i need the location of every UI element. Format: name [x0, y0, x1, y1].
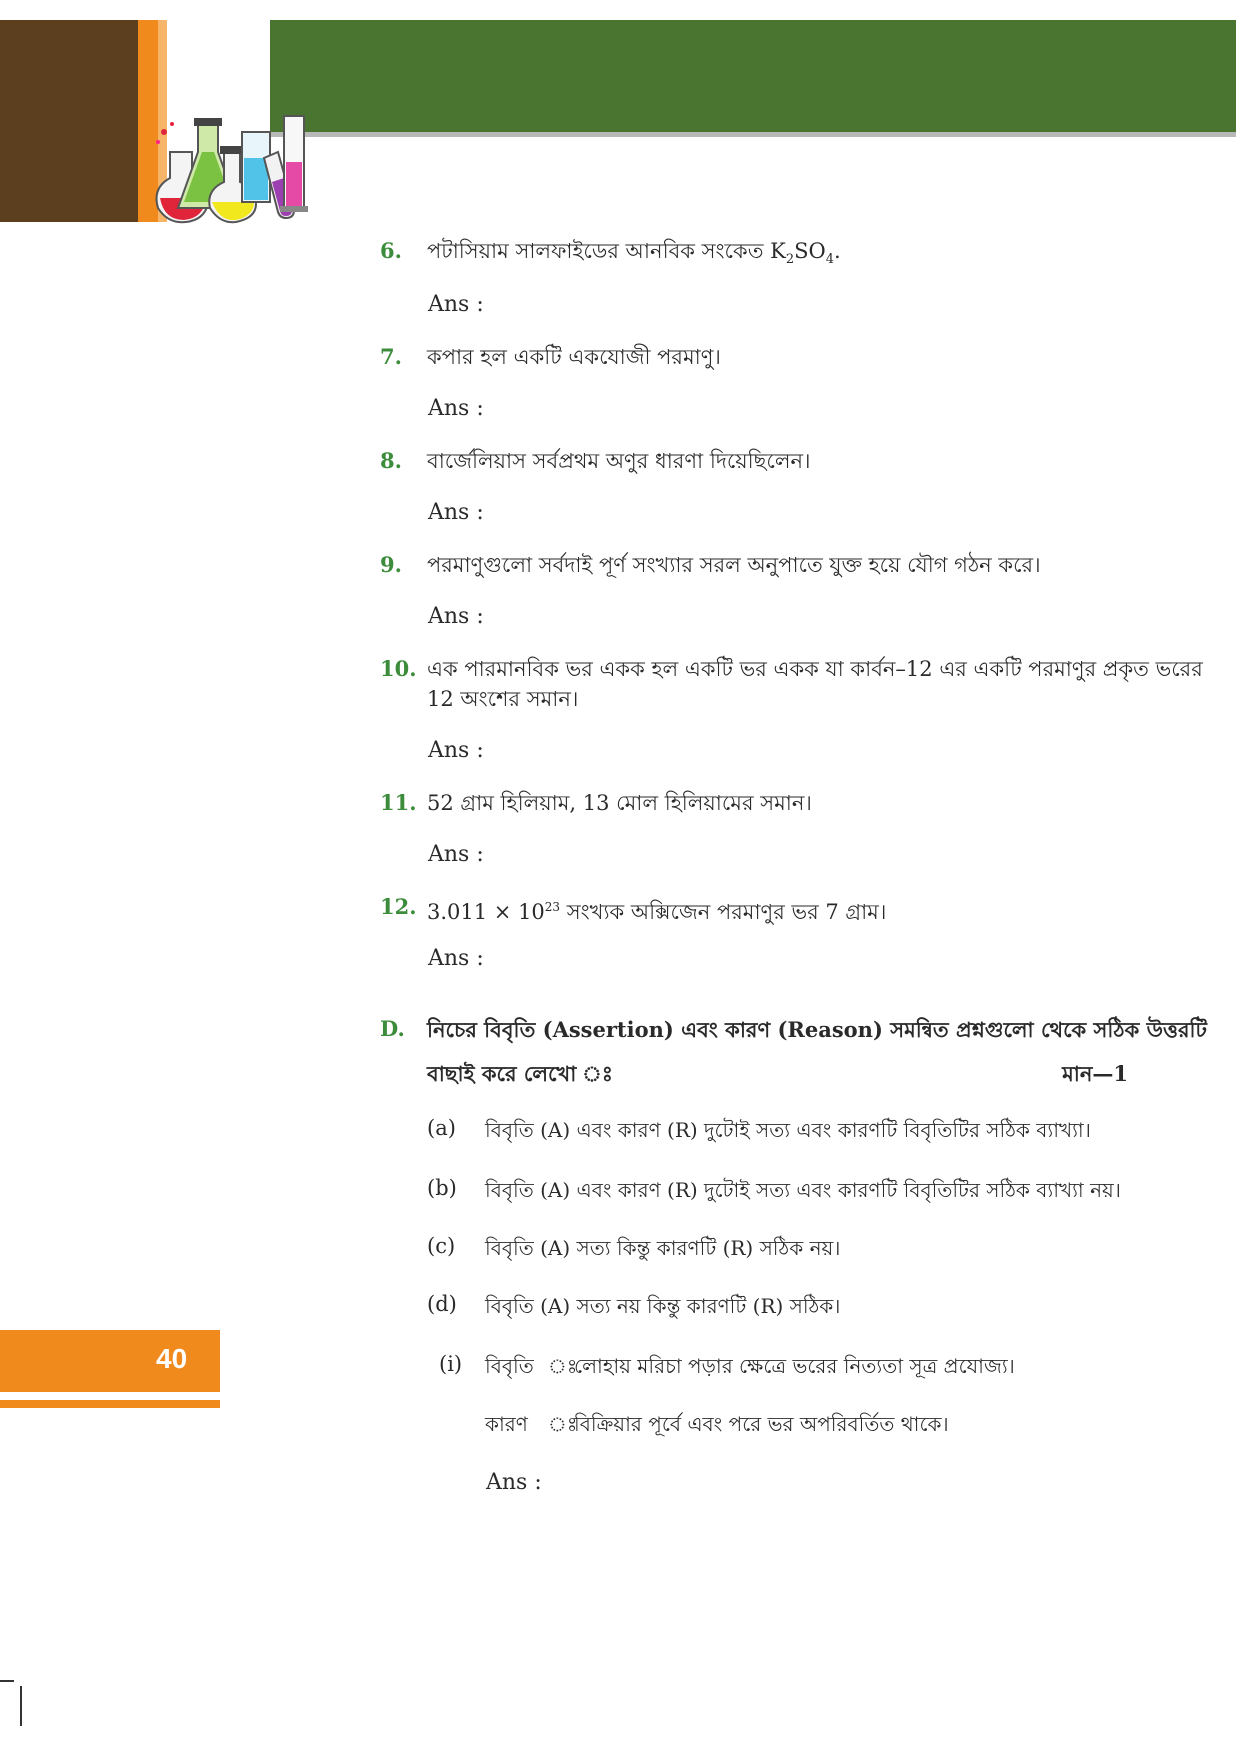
reason-text: বিক্রিয়ার পূর্বে এবং পরে ভর অপরিবর্তিত থাকে।	[574, 1412, 949, 1436]
subscript: 2	[785, 252, 795, 268]
question-text: 52 গ্রাম হিলিয়াম, 13 মোল হিলিয়ামের সমান।	[427, 791, 812, 815]
question-text-part: .	[833, 239, 841, 263]
header-green-banner	[270, 20, 1236, 132]
statement-text: লোহায় মরিচা পড়ার ক্ষেত্রে ভরের নিত্যতা সূত্র প্রযোজ্য।	[574, 1354, 1015, 1378]
section-letter: D.	[380, 1016, 405, 1041]
option-text: বিবৃতি (A) এবং কারণ (R) দুটোই সত্য এবং কারণটি বিবৃতিটির সঠিক ব্যাখ্যা।	[485, 1118, 1091, 1142]
option-text: বিবৃতি (A) এবং কারণ (R) দুটোই সত্য এবং কারণটি বিবৃতিটির সঠিক ব্যাখ্যা নয়।	[485, 1178, 1121, 1202]
marks-label: মান—1	[1062, 1061, 1128, 1086]
header-brown-band	[0, 20, 138, 222]
question-text	[427, 892, 886, 927]
question-text: বার্জেলিয়াস সর্বপ্রথম অণুর ধারণা দিয়েছিলেন।	[427, 449, 811, 473]
section-heading-line2: বাছাই করে লেখো ঃ	[427, 1061, 613, 1086]
separator: ঃ	[548, 1412, 578, 1436]
crop-mark	[20, 1686, 22, 1726]
subscript: 4	[825, 252, 834, 268]
separator: ঃ	[548, 1354, 578, 1378]
item-label: (i)	[439, 1352, 463, 1376]
question-text: এক পারমানবিক ভর একক হল একটি ভর একক যা কার্বন–12 এর একটি পরমাণুর প্রকৃত ভরের	[427, 657, 1203, 681]
header-banner-shadow	[270, 132, 1236, 137]
question-number: 10.	[380, 656, 417, 681]
lab-glassware-icon	[150, 112, 310, 224]
question-text: পরমাণুগুলো সর্বদাই পূর্ণ সংখ্যার সরল অনুপাতে যুক্ত হয়ে যৌগ গঠন করে।	[427, 553, 1041, 577]
question-number: 12.	[380, 894, 417, 919]
question-text-part: পটাসিয়াম সালফাইডের আনবিক সংকেত K	[427, 239, 786, 263]
question-number: 8.	[380, 448, 402, 473]
section-heading: নিচের বিবৃতি (Assertion) এবং কারণ (Reason) সমন্বিত প্রশ্নগুলো থেকে সঠিক উত্তরটি	[427, 1017, 1207, 1042]
question-text-line2: 12 অংশের সমান।	[427, 687, 579, 711]
question-text: কপার হল একটি একযোজী পরমাণু।	[427, 345, 721, 369]
page-number-underline	[0, 1400, 220, 1408]
question-text-part: 3.011 × 10	[427, 900, 545, 924]
question-number: 6.	[380, 238, 402, 263]
option-text: বিবৃতি (A) সত্য নয় কিন্তু কারণটি (R) সঠিক।	[485, 1294, 841, 1318]
crop-mark	[0, 1680, 14, 1682]
option-label: (c)	[427, 1234, 456, 1258]
statement-label: বিবৃতি	[485, 1354, 534, 1378]
question-text	[427, 236, 841, 275]
option-text: বিবৃতি (A) সত্য কিন্তু কারণটি (R) সঠিক নয়।	[485, 1236, 841, 1260]
question-number: 9.	[380, 552, 402, 577]
reason-label: কারণ	[485, 1412, 528, 1436]
option-label: (a)	[427, 1116, 456, 1140]
page-number: 40	[156, 1343, 188, 1374]
option-label: (b)	[427, 1176, 457, 1200]
answer-label: Ans :	[428, 946, 484, 971]
answer-label: Ans :	[428, 738, 484, 763]
answer-label: Ans :	[428, 604, 484, 629]
answer-label: Ans :	[428, 292, 484, 317]
question-number: 7.	[380, 344, 402, 369]
question-text-part: SO	[794, 239, 826, 263]
answer-label: Ans :	[486, 1470, 542, 1495]
question-text-part: সংখ্যক অক্সিজেন পরমাণুর ভর 7 গ্রাম।	[560, 900, 887, 924]
answer-label: Ans :	[428, 396, 484, 421]
question-number: 11.	[380, 790, 417, 815]
answer-label: Ans :	[428, 842, 484, 867]
option-label: (d)	[427, 1292, 457, 1316]
answer-label: Ans :	[428, 500, 484, 525]
superscript: 23	[544, 900, 561, 914]
